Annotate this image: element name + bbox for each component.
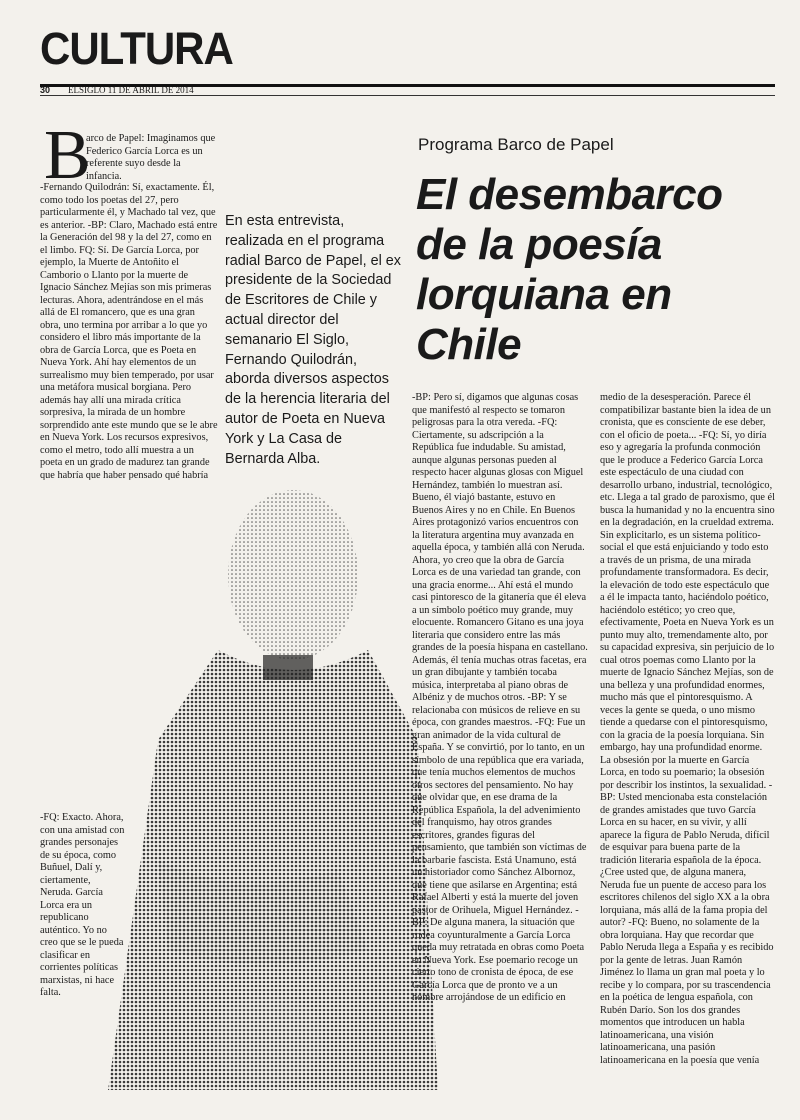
standfirst: En esta entrevista, realizada en el programa radial Barco de Papel, el ex presidente de la Sociedad de Escritores de Chile y actual director del semanario El Siglo, Fernando Quilodrán, aborda diversos aspectos de la herencia literaria del autor de Poeta en Nueva York y La Casa de Bernarda Alba. [225,213,401,467]
header-rule-thin [40,95,775,96]
section-title: CULTURA [40,23,233,74]
dateline: ELSIGLO 11 DE ABRIL DE 2014 [68,85,194,95]
page-number: 30 [40,85,51,95]
column-3 [600,392,775,1067]
column-2-text: -BP: Pero sí, digamos que algunas cosas que manifestó al respecto se tomaron peligrosas para la otra vereda. -FQ: Ciertamente, su adscripción a la República fue indudable. Su amistad, aunque algunas personas pueden al respecto hacer algunas glosas con Miguel Hernández, también lo muestran así. Bueno, él viajó bastante, estuvo en Buenos Aires y no en Chile. En Buenos Aires protagonizó varios encuentros con la literatura argentina muy avanzada en aquella época, y también allá con Neruda. Ahora, yo creo que la obra de García Lorca es de una variedad tan grande, con una gracia enorme... Ahí está el mundo casi pintoresco de la gitanería que él eleva a un símbolo poético muy grande, muy elocuente. Romancero Gitano es una joya literaria que considero entre las más grandes de la poesía hispana en castellano. Además, él tenía muchas otras facetas, era un gran dibujante y también tocaba música, interpretaba al piano obras de Albéniz y de muchos otros. -BP: Y se relacionaba con músicos de relieve en su época, con grandes maestros. -FQ: Fue un gran animador de la vida cultural de España. Y se convirtió, por lo tanto, en un símbolo de una república que era variada, que tenía muchos elementos de muchos otros sectores del pensamiento. No hay que olvidar que, en ese drama de la República Española, la del advenimiento del franquismo, hay otros grandes escritores, grandes figuras del pensamiento, que también son víctimas de la barbarie fascista. Está Unamuno, está un historiador como Sánchez Albornoz, que tiene que asilarse en Argentina; está Rafael Alberti y está la muerte del joven pastor de Orihuela, Miguel Hernández. -BP: De alguna manera, la situación que rodea coyunturalmente a García Lorca queda muy retratada en obras como Poeta en Nueva York. Ese poemario recoge un cierto tono de cronista de época, de ese García Lorca que de pronto ve a un hombre arrojándose de un edificio en [412,392,588,1003]
column-1-lead-text: arco de Papel: Imaginamos que Federico García Lorca es un referente suyo desde la infancia. [86,133,216,182]
column-1-bottom [40,812,125,1000]
column-1-lead [86,133,216,183]
column-2 [412,392,588,1005]
kicker: Programa Barco de Papel [418,135,614,154]
column-3-text: medio de la desesperación. Parece él compatibilizar bastante bien la idea de un cronista, que es consciente de ese deber, con el oficio de poeta... -FQ: Sí, yo diría eso y agregaría la profunda conmoción que le produce a Federico García Lorca este espectáculo de una ciudad con desarrollo urbano, industrial, tecnológico, etc. Llega a tal grado de paroxismo, que él busca la humanidad y no la encuentra sino en la degradación, en la crueldad extrema. Sin explicitarlo, es un sistema político-social el que está enjuiciando y todo esto a través de un prisma, de una mirada profundamente transformadora. Es decir, la elevación de todo este espectáculo que a él le impacta tanto, haciéndolo poético, haciéndolo estético; yo creo que, efectivamente, Poeta en Nueva York es un punto muy alto, tremendamente alto, por su capacidad expresiva, sin perjuicio de lo cual otros poemas como Llanto por la muerte de Ignacio Sánchez Mejías, son de una belleza y una profundidad enormes, mucho más que el pintoresquismo. A veces la gente se queda, o uno mismo tiende a quedarse con el pintoresquismo, con la gracia de la poesía lorquiana. Sin embargo, hay una profundidad enorme. La obsesión por la muerte en García Lorca, en todo su poemario; la obsesión por describir los instintos, la sexualidad. -BP: Usted mencionaba esta constelación de grandes amistades que tuvo García Lorca en su hacer, en su vivir, y allí aparece la figura de Pablo Neruda, difícil de esquivar para buena parte de la tradición literaria española de la época. ¿Cree usted que, de alguna manera, Neruda fue un puente de acceso para los escritores chilenos del siglo XX a la obra lorquiana, más allá de la fama propia del autor? -FQ: Bueno, no solamente de la obra lorquiana. Hay que recordar que Pablo Neruda llega a España y es recibido por la gente de letras. Juan Ramón Jiménez lo llama un gran mal poeta y lo recibe y lo compara, por su trascendencia en la poética de lengua española, con Rubén Darío. Son los dos grandes momentos que introducen un habla latinoamericana, una visión latinoamericana, una pasión latinoamericana en la poesía que venía [600,392,775,1066]
column-1-text: -Fernando Quilodrán: Sí, exactamente. Él, como todo los poetas del 27, pero particularmente él, y Machado tal vez, que es anterior. -BP: Claro, Machado está entre la Generación del 98 y la del 27, como en el limbo. FQ: Sí. De García Lorca, por ejemplo, la Muerte de Antoñito el Camborio o Llanto por la muerte de Ignacio Sánchez Mejías son mis primeras lecturas. Ahora, adentrándose en el más allá de El romancero, que es una gran obra, uno termina por arribar a lo que yo considero el libro más importante de la obra de García Lorca, que es Poeta en Nueva York. Ahí hay elementos de un surrealismo muy bien temperado, por usar una metáfora musical borgiana. Pero además hay allí una mirada crítica sorpresiva, la mirada de un hombre sorprendido ante este mundo que se le abre en Nueva York. Los recursos expresivos, como el metro, todo allí muestra a un poeta en un grado de madurez tan grande que habría que haber pensado qué habría [40,182,218,481]
column-1-bottom-text: -FQ: Exacto. Ahora, con una amistad con grandes personajes de su época, como Buñuel, Dalí y, ciertamente, Neruda. García Lorca era un republicano auténtico. Yo no creo que se le pueda clasificar en corrientes políticas marxistas, ni hace falta. [40,812,125,998]
headline: El desembarco de la poesía lorquiana en Chile [416,170,723,369]
drop-cap: B [44,117,91,194]
